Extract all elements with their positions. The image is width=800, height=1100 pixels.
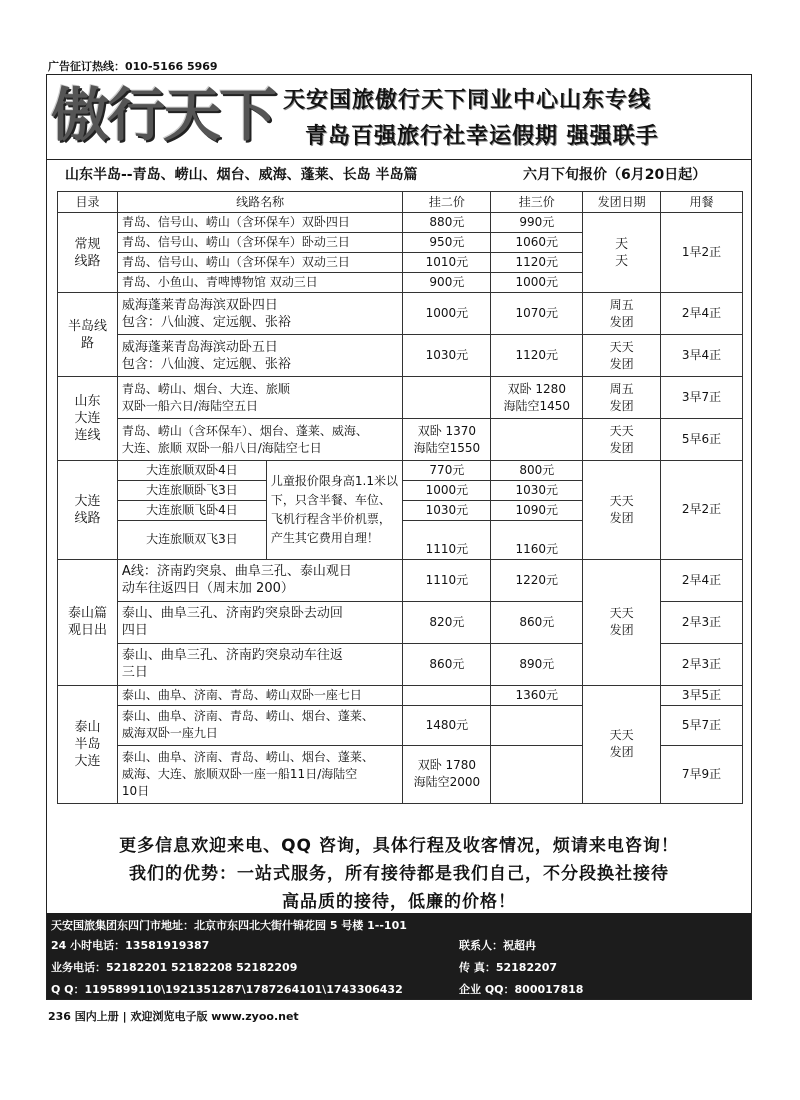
price-3: 双卧 1280 海陆空1450: [491, 377, 583, 419]
departure-cell: 天天 发团: [583, 335, 661, 377]
price-2: 1110元: [403, 521, 491, 559]
departure-cell: 周五 发团: [583, 377, 661, 419]
dalian-routes-cell: [117, 461, 403, 560]
header-cell: 挂三价: [491, 192, 583, 213]
business-phone: 业务电话：52182201 52182208 52182209: [51, 961, 298, 974]
price-3: 1060元: [491, 233, 583, 253]
price-3: [491, 419, 583, 461]
meal-cell: 2早3正: [661, 643, 743, 685]
meal-cell: 3早5正: [661, 685, 743, 705]
route-name: 大连旅顺卧飞3日: [118, 481, 267, 501]
office-address: 天安国旅集团东四门市地址：北京市东四北大街什锦花园 5 号楼 1--101: [51, 919, 407, 932]
price-3: 1000元: [491, 273, 583, 293]
promo-line-1: 更多信息欢迎来电、QQ 咨询，具体行程及收客情况，烦请来电咨询！: [119, 836, 679, 856]
price-3: 1120元: [491, 253, 583, 273]
contact-panel: [47, 913, 751, 999]
route-name: 泰山、曲阜三孔、济南趵突泉卧去动回 四日: [117, 601, 403, 643]
meal-cell: 5早6正: [661, 419, 743, 461]
category-cell: 半岛线 路: [58, 293, 118, 377]
meal-cell: 2早4正: [661, 293, 743, 335]
price-2: 双卧 1370 海陆空1550: [403, 419, 491, 461]
price-3: 890元: [491, 643, 583, 685]
route-name: 大连旅顺飞卧4日: [118, 501, 267, 521]
corporate-qq: 企业 QQ：800017818: [459, 983, 584, 996]
price-2: [403, 377, 491, 419]
price-2: 1110元: [403, 559, 491, 601]
banner: [47, 75, 751, 160]
header-cell: 线路名称: [117, 192, 403, 213]
price-2: 900元: [403, 273, 491, 293]
fax-number: 传 真：52182207: [459, 961, 558, 974]
departure-cell: 天天 发团: [583, 685, 661, 803]
price-3: 1160元: [491, 521, 583, 559]
route-name: 大连旅顺双飞3日: [118, 521, 267, 559]
price-2: 双卧 1780 海陆空2000: [403, 745, 491, 803]
price-2: 1030元: [403, 501, 491, 521]
route-name: 威海蓬莱青岛海滨动卧五日 包含：八仙渡、定远舰、张裕: [117, 335, 403, 377]
route-name: 青岛、崂山、烟台、大连、旅顺 双卧一船六日/海陆空五日: [117, 377, 403, 419]
meal-cell: 3早7正: [661, 377, 743, 419]
price-3: 1360元: [491, 685, 583, 705]
departure-cell: 天天 发团: [583, 461, 661, 560]
header-cell: 挂二价: [403, 192, 491, 213]
meal-cell: 2早3正: [661, 601, 743, 643]
price-subheading: [47, 161, 751, 189]
page-footer: 236 国内上册 | 欢迎浏览电子版 www.zyoo.net: [48, 1010, 299, 1023]
category-cell: 常规 线路: [58, 213, 118, 293]
departure-cell: 天 天: [583, 213, 661, 293]
header-cell: 目录: [58, 192, 118, 213]
price-3: 990元: [491, 213, 583, 233]
price-3: 860元: [491, 601, 583, 643]
price-period: 六月下旬报价（6月20日起）: [523, 167, 707, 183]
price-3: [491, 745, 583, 803]
price-3: 1070元: [491, 293, 583, 335]
table-row: [58, 559, 743, 601]
route-name: 泰山、曲阜、济南、青岛、崂山、烟台、蓬莱、 威海双卧一座九日: [117, 705, 403, 745]
route-name: 青岛、信号山、崂山（含环保车）双动三日: [117, 253, 403, 273]
table-row: [58, 685, 743, 705]
price-2: 860元: [403, 643, 491, 685]
price-3: 1030元: [491, 481, 583, 501]
price-2: 1000元: [403, 481, 491, 501]
price-2: 770元: [403, 461, 491, 481]
price-2: 880元: [403, 213, 491, 233]
category-cell: 泰山 半岛 大连: [58, 685, 118, 803]
departure-cell: 天天 发团: [583, 419, 661, 461]
meal-cell: 5早7正: [661, 705, 743, 745]
price-3: 800元: [491, 461, 583, 481]
table-row: [58, 377, 743, 419]
contact-person: 联系人：祝超冉: [459, 939, 536, 952]
meal-cell: 2早2正: [661, 461, 743, 560]
category-cell: 山东 大连 连线: [58, 377, 118, 461]
route-price-table: [57, 191, 743, 804]
route-name: 大连旅顺双卧4日: [118, 461, 267, 481]
child-price-note: 儿童报价限身高1.1米以下，只含半餐、车位、飞机行程含半价机票，产生其它费用自理！: [270, 473, 399, 545]
table-row: [58, 461, 743, 481]
route-name: A线：济南趵突泉、曲阜三孔、泰山观日 动车往返四日（周末加 200）: [117, 559, 403, 601]
route-name: 青岛、信号山、崂山（含环保车）卧动三日: [117, 233, 403, 253]
price-3: [491, 705, 583, 745]
category-cell: 泰山篇 观日出: [58, 559, 118, 685]
ad-frame: [46, 74, 752, 1000]
price-3: 1090元: [491, 501, 583, 521]
meal-cell: 2早4正: [661, 559, 743, 601]
route-name: 青岛、崂山（含环保车）、烟台、蓬莱、威海、 大连、旅顺 双卧一船八日/海陆空七日: [117, 419, 403, 461]
price-3: 1120元: [491, 335, 583, 377]
route-name: 青岛、小鱼山、青啤博物馆 双动三日: [117, 273, 403, 293]
meal-cell: 7早9正: [661, 745, 743, 803]
region-title: 山东半岛--青岛、崂山、烟台、威海、蓬莱、长岛 半岛篇: [65, 167, 418, 183]
table-row: [58, 213, 743, 233]
meal-cell: 1早2正: [661, 213, 743, 293]
header-cell: 发团日期: [583, 192, 661, 213]
hotline-24h: 24 小时电话：13581919387: [51, 939, 210, 952]
ad-hotline: 广告征订热线：010-5166 5969: [48, 60, 218, 73]
banner-line-1: 天安国旅傲行天下同业中心山东专线: [283, 88, 652, 113]
table-row: [58, 335, 743, 377]
price-2: 820元: [403, 601, 491, 643]
route-name: 泰山、曲阜三孔、济南趵突泉动车往返 三日: [117, 643, 403, 685]
price-2: 1010元: [403, 253, 491, 273]
promo-line-3: 高品质的接待，低廉的价格！: [282, 892, 516, 912]
price-2: 1000元: [403, 293, 491, 335]
table-row: [58, 293, 743, 335]
promo-line-2: 我们的优势：一站式服务，所有接待都是我们自己，不分段换社接待: [129, 864, 669, 884]
price-3: 1220元: [491, 559, 583, 601]
table-row: [58, 419, 743, 461]
route-name: 泰山、曲阜、济南、青岛、崂山、烟台、蓬莱、 威海、大连、旅顺双卧一座一船11日/海陆空 10日: [117, 745, 403, 803]
departure-cell: 周五 发团: [583, 293, 661, 335]
price-2: 1480元: [403, 705, 491, 745]
header-cell: 用餐: [661, 192, 743, 213]
meal-cell: 3早4正: [661, 335, 743, 377]
category-cell: 大连 线路: [58, 461, 118, 560]
price-2: 1030元: [403, 335, 491, 377]
qq-numbers: Q Q：1195899110\1921351287\1787264101\1743306432: [51, 983, 403, 996]
price-2: 950元: [403, 233, 491, 253]
route-name: 泰山、曲阜、济南、青岛、崂山双卧一座七日: [117, 685, 403, 705]
brand-logo: 傲行天下: [51, 81, 276, 149]
route-name: 威海蓬莱青岛海滨双卧四日 包含：八仙渡、定远舰、张裕: [117, 293, 403, 335]
table-header-row: [58, 192, 743, 213]
price-2: [403, 685, 491, 705]
route-name: 青岛、信号山、崂山（含环保车）双卧四日: [117, 213, 403, 233]
banner-line-2: 青岛百强旅行社幸运假期 强强联手: [305, 124, 659, 149]
departure-cell: 天天 发团: [583, 559, 661, 685]
